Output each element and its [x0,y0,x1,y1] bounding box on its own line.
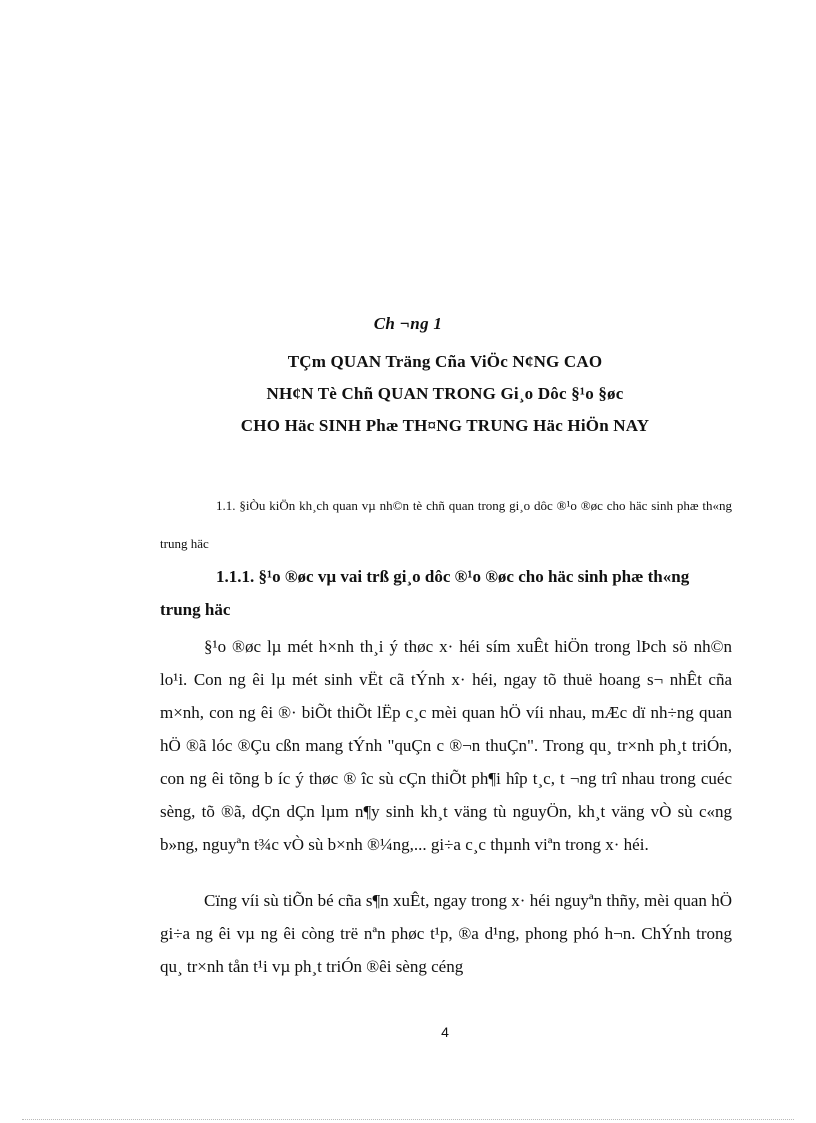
body-paragraph-1: §¹o ®øc lµ mét h×nh th¸i ý thøc x· héi sím xuÊt hiÖn trong lÞch sö nh©n lo¹i. Con ng êi lµ mét sinh vËt cã tÝnh x· héi, ngay tõ thuë hoang s¬ nhÊt cña m×nh, con ng êi ®· biÕt thiÕt lËp c¸c mèi quan hÖ víi nhau, mÆc dï nh÷ng quan hÖ ®ã lóc ®Çu cßn mang tÝnh "quÇn c ®¬n thuÇn". Trong qu¸ tr×nh ph¸t triÓn, con ng êi tõng b íc ý thøc ® îc sù cÇn thiÕt ph¶i hîp t¸c, t ¬ng trî nhau trong cuéc sèng, tõ ®ã, dÇn dÇn lµm n¶y sinh kh¸t väng tù nguyÖn, kh¸t väng vÒ sù c«ng b»ng, nguyªn t¾c vÒ sù b×nh ®¼ng,... gi÷a c¸c thµnh viªn trong x· héi. [160,637,732,854]
chapter-title-line-1: TÇm QUAN Träng Cña ViÖc N¢NG CAO [287,352,603,371]
page-bottom-divider [22,1119,794,1120]
section-heading-1-1: 1.1. §iÒu kiÖn kh¸ch quan vµ nh©n tè chñ quan trong gi¸o dôc ®¹o ®øc cho häc sinh phæ th«ng trung häc [160,498,732,551]
chapter-title-line-2: NH¢N Tè Chñ QUAN TRONG Gi¸o Dôc §¹o §øc [266,384,624,403]
chapter-label: Ch ¬ng 1 [373,314,443,333]
page-number: 4 [441,1024,449,1040]
body-paragraph-2: Cïng víi sù tiÕn bé cña s¶n xuÊt, ngay trong x· héi nguyªn thñy, mèi quan hÖ gi÷a ng êi vµ ng êi còng trë nªn phøc t¹p, ®a d¹ng, phong phó h¬n. ChÝnh trong qu¸ tr×nh tån t¹i vµ ph¸t triÓn ®êi sèng céng [160,891,732,976]
section-heading-1-1-1: 1.1.1. §¹o ®øc vµ vai trß gi¸o dôc ®¹o ®øc cho häc sinh phæ th«ng trung häc [160,567,690,619]
chapter-title-line-3: CHO Häc SINH Phæ TH¤NG TRUNG Häc HiÖn NAY [240,416,650,435]
